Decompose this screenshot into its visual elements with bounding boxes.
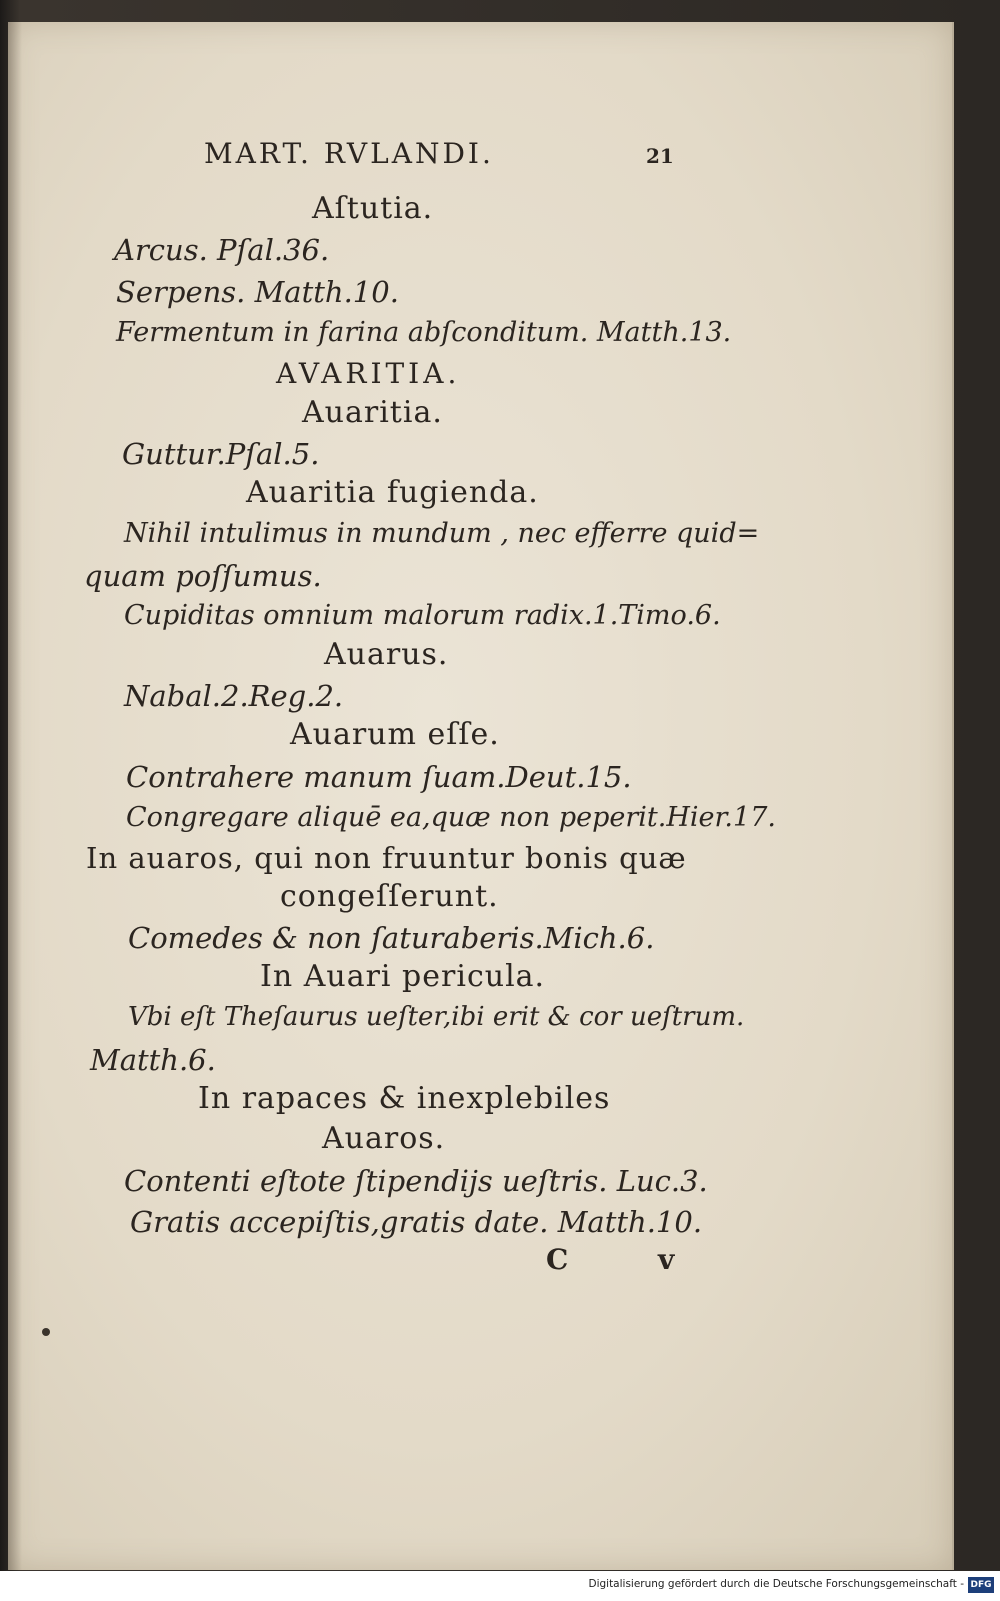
signature-mark: C v [546,1243,715,1276]
entry-line: Fermentum in farina abſconditum. Matth.13. [116,317,732,348]
dfg-logo: DFG [968,1577,994,1593]
heading-in-auaros: In auaros, qui non fruuntur bonis quæ [86,841,687,875]
entry-line: Nihil intulimus in mundum , nec efferre quid= [124,518,760,549]
entry-line: Serpens. Matth.10. [116,275,399,309]
entry-line: Matth.6. [90,1043,216,1077]
heading-auarum-esse: Auarum eſſe. [290,717,500,752]
entry-line: Vbi eſt Theſaurus ueſter,ibi erit & cor ueſtrum. [128,1002,745,1032]
heading-auaritia: Auaritia. [302,395,443,430]
book-page [8,22,954,1570]
heading-astutia: Aſtutia. [312,191,434,226]
running-head: MART. RVLANDI. [204,137,494,170]
entry-line: Cupiditas omnium malorum radix.1.Timo.6. [124,600,721,631]
folio-number: 21 [646,144,674,168]
page-text [8,22,952,1570]
entry-line: Congregare aliquē ea,quæ non peperit.Hier.17. [126,802,776,833]
entry-line: Contrahere manum ſuam.Deut.15. [126,760,632,794]
entry-line: Gratis accepiſtis,gratis date. Matth.10. [130,1205,703,1239]
heading-auaros: Auaros. [322,1121,446,1156]
heading-in-auaros-cont: congeſſerunt. [280,879,499,914]
heading-auarus: Auarus. [324,637,449,672]
section-heading-avaritia: AVARITIA. [276,357,461,390]
footer-bar [0,1571,1000,1601]
ink-spot [42,1328,50,1336]
entry-line: Guttur.Pſal.5. [122,437,320,471]
heading-in-rapaces: In rapaces & inexplebiles [198,1081,611,1116]
heading-auaritia-fugienda: Auaritia fugienda. [246,475,539,510]
entry-line: Arcus. Pſal.36. [114,233,330,267]
heading-auari-pericula: In Auari pericula. [260,959,546,994]
entry-line: Nabal.2.Reg.2. [124,679,344,713]
entry-line: quam poſſumus. [84,559,322,593]
entry-line: Contenti eſtote ſtipendijs ueſtris. Luc.3. [124,1164,708,1198]
footer-credit: Digitalisierung gefördert durch die Deutsche Forschungsgemeinschaft - [588,1578,964,1590]
entry-line: Comedes & non ſaturaberis.Mich.6. [128,921,655,955]
